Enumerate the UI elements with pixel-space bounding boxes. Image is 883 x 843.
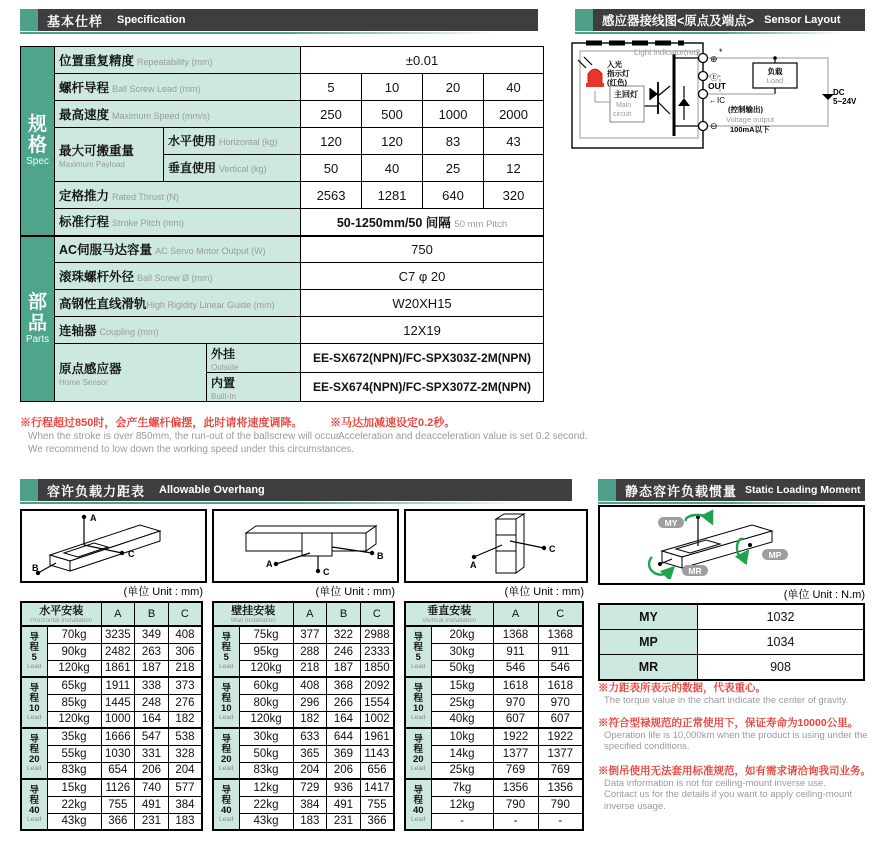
spec-row-max-speed: 最高速度 Maximum Speed (mm/s) 250 500 1000 2000 <box>21 101 544 128</box>
overhang-value-cell: 266 <box>327 694 361 711</box>
overhang-value-cell: 1861 <box>101 660 135 677</box>
overhang-value-cell: 790 <box>538 796 583 813</box>
overhang-row <box>213 796 394 813</box>
svg-text:指示灯: 指示灯 <box>607 69 630 78</box>
payload-cell: 25kg <box>431 762 493 779</box>
overhang-title-en: Allowable Overhang <box>159 484 265 496</box>
overhang-col-header: C <box>538 602 583 626</box>
svg-text:入光: 入光 <box>607 60 622 69</box>
overhang-value-cell: 187 <box>135 660 169 677</box>
payload-cell: 120kg <box>239 711 293 728</box>
overhang-row <box>21 813 202 830</box>
overhang-value-cell: 206 <box>135 762 169 779</box>
overhang-row <box>21 626 202 643</box>
plus-terminal-label: ⊕ <box>710 54 718 64</box>
overhang-value-cell: 2333 <box>360 643 394 660</box>
overhang-value-cell: 538 <box>168 728 202 745</box>
axis-label-b: B <box>377 551 384 561</box>
overhang-value-cell: 755 <box>101 796 135 813</box>
overhang-value-cell: 1850 <box>360 660 394 677</box>
overhang-value-cell: 607 <box>493 711 538 728</box>
overhang-value-cell: 384 <box>168 796 202 813</box>
payload-cell: 75kg <box>239 626 293 643</box>
overhang-col-header: A <box>293 602 327 626</box>
payload-cell: 25kg <box>431 694 493 711</box>
lead-group-label: 导 程 20 Lead <box>213 728 239 779</box>
repeatability-value: ±0.01 <box>301 47 544 74</box>
overhang-value-cell: 1922 <box>493 728 538 745</box>
moment-diagram <box>598 505 865 585</box>
overhang-value-cell: 1445 <box>101 694 135 711</box>
control-output-label: (控制输出) <box>728 105 763 114</box>
out-terminal <box>699 90 708 99</box>
payload-cell: 80kg <box>239 694 293 711</box>
spec-row-ball-screw-lead: 螺杆导程 Ball Screw Lead (mm) 5 10 20 40 <box>21 74 544 101</box>
overhang-row <box>405 626 583 643</box>
overhang-value-cell: 790 <box>493 796 538 813</box>
overhang-value-cell: 1002 <box>360 711 394 728</box>
overhang-row <box>405 694 583 711</box>
lead-group-label: 导 程 10 Lead <box>405 677 431 728</box>
overhang-value-cell: 306 <box>168 643 202 660</box>
overhang-value-cell: 206 <box>327 762 361 779</box>
overhang-value-cell: 1126 <box>101 779 135 796</box>
overhang-value-cell: 1368 <box>493 626 538 643</box>
overhang-value-cell: 1417 <box>360 779 394 796</box>
svg-text:circuit: circuit <box>613 111 632 118</box>
l-terminal-label: Ⓛ <box>710 73 718 82</box>
moment-note-2: ※符合型禄规范的正常使用下，保证寿命为10000公里。 Operation life is 10,000km when the product is using under the specified conditions. <box>598 716 868 752</box>
moment-title-zh: 静态容许负载惯量 <box>625 483 738 499</box>
overhang-value-cell: - <box>493 813 538 830</box>
overhang-row <box>213 728 394 745</box>
overhang-row <box>405 779 583 796</box>
payload-cell: 85kg <box>47 694 101 711</box>
spec-row-ball-screw-dia: 滚珠螺杆外径 Ball Screw Ø (mm) C7 φ 20 <box>21 263 544 290</box>
overhang-value-cell: 729 <box>293 779 327 796</box>
axis-label-a: A <box>90 513 97 523</box>
spec-row-home-sensor-builtin: 内置 Built-In EE-SX674(NPN)/FC-SPX307Z-2M(NPN) <box>21 373 544 402</box>
overhang-value-cell: 377 <box>293 626 327 643</box>
overhang-section-header <box>20 479 572 501</box>
payload-cell: 95kg <box>239 643 293 660</box>
overhang-value-cell: 3235 <box>101 626 135 643</box>
payload-cell: 30kg <box>431 643 493 660</box>
sensor-title-zh: 感应器接线图<原点及端点> <box>602 14 755 28</box>
spec-row-payload-horizontal: 最大可搬重量 Maximum Payload 水平使用 Horizontal (kg) 120 120 83 43 <box>21 128 544 155</box>
spec-row-home-sensor-outside: 原点感应器 Home Sensor 外挂 Outside EE-SX672(NPN)/FC-SPX303Z-2M(NPN) <box>21 344 544 373</box>
overhang-value-cell: 644 <box>327 728 361 745</box>
overhang-col-header: A <box>493 602 538 626</box>
overhang-value-cell: 491 <box>135 796 169 813</box>
sensor-section-header <box>575 9 865 31</box>
payload-cell: 90kg <box>47 643 101 660</box>
wall-overhang-table-container <box>212 601 395 831</box>
ic-label: ←IC <box>709 96 725 105</box>
overhang-value-cell: 1554 <box>360 694 394 711</box>
overhang-value-cell: 1618 <box>538 677 583 694</box>
overhang-row <box>213 694 394 711</box>
lead-group-label: 导 程 40 Lead <box>405 779 431 830</box>
payload-cell: 15kg <box>431 677 493 694</box>
spec-row-payload-vertical: 垂直使用 Vertical (kg) 50 40 25 12 <box>21 155 544 182</box>
payload-cell: 120kg <box>239 660 293 677</box>
dc-label: DC <box>833 88 845 97</box>
overhang-value-cell: 491 <box>327 796 361 813</box>
home-sensor-builtin-model: EE-SX674(NPN)/FC-SPX307Z-2M(NPN) <box>301 373 544 402</box>
lead-group-label: 导 程 20 Lead <box>405 728 431 779</box>
main-circuit-label: 主回灯 <box>614 90 638 99</box>
overhang-row <box>21 796 202 813</box>
light-indicator-label: Light indicator(red) <box>634 48 701 57</box>
unit-label-mm: (单位 Unit : mm) <box>123 586 203 598</box>
svg-text:*: * <box>719 47 723 57</box>
svg-text:MP: MP <box>768 550 782 560</box>
payload-cell: 120kg <box>47 660 101 677</box>
overhang-value-cell: 656 <box>360 762 394 779</box>
svg-text:Voltage output: Voltage output <box>726 115 774 124</box>
overhang-value-cell: 769 <box>493 762 538 779</box>
moment-row-mp: MP 1034 <box>599 630 864 655</box>
overhang-value-cell: 231 <box>135 813 169 830</box>
unit-label-mm: (单位 Unit : mm) <box>315 586 395 598</box>
vertical-overhang-table-container <box>404 601 584 831</box>
header-accent-square <box>575 9 593 31</box>
overhang-value-cell: 182 <box>293 711 327 728</box>
spec-row-linear-guide: 高钢性直线滑轨High Rigidity Linear Guide (mm) W20XH15 <box>21 290 544 317</box>
payload-cell: 12kg <box>431 796 493 813</box>
overhang-value-cell: 164 <box>135 711 169 728</box>
overhang-value-cell: 1377 <box>493 745 538 762</box>
unit-label-mm: (单位 Unit : mm) <box>504 586 584 598</box>
moment-row-mr: MR 908 <box>599 655 864 681</box>
led-indicator-icon <box>588 69 602 84</box>
overhang-row <box>405 677 583 694</box>
payload-cell: 15kg <box>47 779 101 796</box>
sensor-title-en: Sensor Layout <box>764 14 841 26</box>
axis-label-a: A <box>470 560 477 570</box>
overhang-row <box>405 745 583 762</box>
out-label: OUT <box>708 81 726 91</box>
overhang-table <box>20 601 203 831</box>
overhang-value-cell: 1143 <box>360 745 394 762</box>
unit-label-nm: (单位 Unit : N.m) <box>783 589 865 601</box>
minus-terminal-label: ⊖ <box>710 121 718 131</box>
overhang-row <box>21 745 202 762</box>
overhang-row <box>405 796 583 813</box>
payload-cell: 65kg <box>47 677 101 694</box>
overhang-value-cell: 322 <box>327 626 361 643</box>
payload-cell: 40kg <box>431 711 493 728</box>
overhang-row <box>213 643 394 660</box>
overhang-value-cell: 1666 <box>101 728 135 745</box>
svg-text:5~24V: 5~24V <box>833 97 857 106</box>
overhang-col-header: C <box>168 602 202 626</box>
axis-label-b: B <box>32 563 39 573</box>
overhang-value-cell: 373 <box>168 677 202 694</box>
moment-table <box>598 603 865 681</box>
payload-cell: 70kg <box>47 626 101 643</box>
overhang-value-cell: 182 <box>168 711 202 728</box>
overhang-row <box>21 677 202 694</box>
overhang-row <box>405 813 583 830</box>
overhang-row <box>213 677 394 694</box>
overhang-row <box>405 728 583 745</box>
header-accent-square <box>20 9 38 31</box>
overhang-value-cell: 187 <box>327 660 361 677</box>
horizontal-install-diagram <box>20 509 207 583</box>
payload-cell: 12kg <box>239 779 293 796</box>
overhang-row <box>213 745 394 762</box>
overhang-value-cell: 607 <box>538 711 583 728</box>
lead-group-label: 导 程 10 Lead <box>213 677 239 728</box>
overhang-col-header: B <box>135 602 169 626</box>
payload-cell: 60kg <box>239 677 293 694</box>
axis-label-c: C <box>128 549 135 559</box>
payload-cell: 83kg <box>239 762 293 779</box>
overhang-table <box>404 601 584 831</box>
svg-text:Main: Main <box>616 102 632 109</box>
axis-label-a: A <box>266 559 273 569</box>
overhang-value-cell: 288 <box>293 643 327 660</box>
overhang-row <box>213 660 394 677</box>
overhang-row <box>405 643 583 660</box>
payload-cell: 43kg <box>239 813 293 830</box>
overhang-value-cell: 365 <box>293 745 327 762</box>
overhang-value-cell: 2482 <box>101 643 135 660</box>
lead-group-label: 导 程 5 Lead <box>213 626 239 677</box>
payload-cell: 14kg <box>431 745 493 762</box>
l-terminal <box>699 72 708 81</box>
overhang-row <box>21 779 202 796</box>
spec-row-stroke: 标准行程 Stroke Pitch (mm) 50-1250mm/50 间隔 50 mm Pitch <box>21 209 544 236</box>
spec-section-header <box>20 9 538 31</box>
load-label: 负载 <box>767 67 783 76</box>
axis-label-c: C <box>549 544 556 554</box>
overhang-value-cell: 911 <box>493 643 538 660</box>
payload-cell: 7kg <box>431 779 493 796</box>
overhang-title-zh: 容许负载力距表 <box>47 483 146 499</box>
horizontal-overhang-table-container <box>20 601 203 831</box>
overhang-value-cell: 654 <box>101 762 135 779</box>
overhang-value-cell: 296 <box>293 694 327 711</box>
moment-row-my: MY 1032 <box>599 604 864 630</box>
overhang-value-cell: 2988 <box>360 626 394 643</box>
spec-group-label: 规格 Spec <box>21 47 55 236</box>
overhang-value-cell: 577 <box>168 779 202 796</box>
payload-cell: 120kg <box>47 711 101 728</box>
overhang-table-title: 垂直安装 Vertical Installation <box>405 602 493 626</box>
moment-notes <box>598 680 870 812</box>
wall-install-diagram <box>212 509 399 583</box>
overhang-value-cell: 368 <box>327 677 361 694</box>
overhang-value-cell: 349 <box>135 626 169 643</box>
overhang-value-cell: 246 <box>327 643 361 660</box>
moment-title-en: Static Loading Moment <box>745 484 861 496</box>
overhang-value-cell: 1356 <box>493 779 538 796</box>
overhang-value-cell: 1356 <box>538 779 583 796</box>
overhang-row <box>21 711 202 728</box>
moment-note-3: ※倒吊使用无法套用标准规范，如有需求请洽询我司业务。 Data information is not for ceiling-mount inverse use. Contact us for the details if you want to apply ceiling-mount inverse usage. <box>598 764 871 812</box>
overhang-value-cell: 1377 <box>538 745 583 762</box>
overhang-value-cell: 369 <box>327 745 361 762</box>
overhang-row <box>21 728 202 745</box>
overhang-value-cell: 1030 <box>101 745 135 762</box>
overhang-value-cell: 769 <box>538 762 583 779</box>
spec-row-repeatability: 规格 Spec 位置重复精度 Repeatability (mm) ±0.01 <box>21 47 544 74</box>
specification-table <box>20 46 544 402</box>
overhang-value-cell: 183 <box>293 813 327 830</box>
overhang-value-cell: 740 <box>135 779 169 796</box>
overhang-value-cell: 331 <box>135 745 169 762</box>
overhang-value-cell: 633 <box>293 728 327 745</box>
overhang-value-cell: 384 <box>293 796 327 813</box>
overhang-value-cell: 546 <box>538 660 583 677</box>
spec-title-zh: 基本仕样 <box>47 13 104 29</box>
overhang-value-cell: 546 <box>493 660 538 677</box>
axis-label-c: C <box>323 567 330 577</box>
lead-group-label: 导 程 40 Lead <box>213 779 239 830</box>
spec-note-1: ※行程超过850时，会产生螺杆偏摆，此时请将速度调降。 When the stroke is over 850mm, the run-out of the ballscrew will occur. We recommend to low down the working speed under this circumstances. <box>20 417 355 455</box>
moment-note-1: ※力距表所表示的数据，代表重心。 The torque value in the chart indicate the center of gravity. <box>598 682 849 706</box>
spec-title-en: Specification <box>117 14 186 26</box>
minus-terminal <box>699 122 708 131</box>
overhang-value-cell: 218 <box>293 660 327 677</box>
overhang-value-cell: - <box>538 813 583 830</box>
payload-cell: 43kg <box>47 813 101 830</box>
overhang-value-cell: 408 <box>293 677 327 694</box>
overhang-value-cell: 366 <box>360 813 394 830</box>
overhang-value-cell: 408 <box>168 626 202 643</box>
overhang-value-cell: 2092 <box>360 677 394 694</box>
overhang-row <box>405 660 583 677</box>
spec-note-2: ※马达加减速设定0.2秒。 Acceleration and deacceleration value is set 0.2 second. <box>330 417 588 442</box>
overhang-value-cell: 755 <box>360 796 394 813</box>
parts-group-label: 部品 Parts <box>21 236 55 402</box>
overhang-value-cell: 970 <box>493 694 538 711</box>
overhang-value-cell: 164 <box>327 711 361 728</box>
spec-row-motor: 部品 Parts AC伺服马达容量 AC Servo Motor Output (W) 750 <box>21 236 544 263</box>
overhang-row <box>21 762 202 779</box>
overhang-table <box>212 601 395 831</box>
lead-group-label: 导 程 20 Lead <box>21 728 47 779</box>
payload-cell: - <box>431 813 493 830</box>
lead-group-label: 导 程 40 Lead <box>21 779 47 830</box>
payload-cell: 20kg <box>431 626 493 643</box>
moment-section-header <box>598 479 865 501</box>
overhang-row <box>213 711 394 728</box>
overhang-row <box>213 813 394 830</box>
payload-cell: 35kg <box>47 728 101 745</box>
overhang-row <box>213 762 394 779</box>
overhang-value-cell: 1000 <box>101 711 135 728</box>
overhang-row <box>21 694 202 711</box>
svg-text:Load: Load <box>766 76 784 85</box>
overhang-value-cell: 970 <box>538 694 583 711</box>
svg-text:100mA以下: 100mA以下 <box>730 125 770 134</box>
overhang-row <box>213 779 394 796</box>
payload-cell: 83kg <box>47 762 101 779</box>
overhang-col-header: A <box>101 602 135 626</box>
overhang-value-cell: 338 <box>135 677 169 694</box>
payload-cell: 22kg <box>239 796 293 813</box>
svg-text:MY: MY <box>664 518 678 528</box>
payload-cell: 55kg <box>47 745 101 762</box>
overhang-value-cell: 276 <box>168 694 202 711</box>
vertical-install-diagram <box>404 509 588 583</box>
overhang-value-cell: 1961 <box>360 728 394 745</box>
overhang-value-cell: 231 <box>327 813 361 830</box>
payload-cell: 30kg <box>239 728 293 745</box>
overhang-value-cell: 1911 <box>101 677 135 694</box>
overhang-table-title: 水平安装 Horizontal Installation <box>21 602 101 626</box>
overhang-value-cell: 263 <box>135 643 169 660</box>
overhang-row <box>405 711 583 728</box>
overhang-row <box>405 762 583 779</box>
overhang-col-header: C <box>360 602 394 626</box>
overhang-value-cell: 1922 <box>538 728 583 745</box>
overhang-col-header: B <box>327 602 361 626</box>
overhang-value-cell: 911 <box>538 643 583 660</box>
overhang-table-title: 壁挂安装 Wall Installation <box>213 602 293 626</box>
overhang-value-cell: 328 <box>168 745 202 762</box>
overhang-value-cell: 936 <box>327 779 361 796</box>
overhang-value-cell: 183 <box>168 813 202 830</box>
payload-cell: 50kg <box>239 745 293 762</box>
overhang-row <box>21 660 202 677</box>
overhang-row <box>213 626 394 643</box>
overhang-value-cell: 1368 <box>538 626 583 643</box>
payload-cell: 50kg <box>431 660 493 677</box>
overhang-value-cell: 204 <box>168 762 202 779</box>
lead-group-label: 导 程 5 Lead <box>21 626 47 677</box>
header-accent-square <box>598 479 616 501</box>
lead-group-label: 导 程 10 Lead <box>21 677 47 728</box>
payload-cell: 22kg <box>47 796 101 813</box>
spec-row-rated-thrust: 定格推力 Rated Thrust (N) 2563 1281 640 320 <box>21 182 544 209</box>
header-accent-square <box>20 479 38 501</box>
sensor-wiring-diagram <box>570 36 868 158</box>
overhang-value-cell: 204 <box>293 762 327 779</box>
overhang-value-cell: 218 <box>168 660 202 677</box>
payload-cell: 10kg <box>431 728 493 745</box>
lead-group-label: 导 程 5 Lead <box>405 626 431 677</box>
home-sensor-outside-model: EE-SX672(NPN)/FC-SPX303Z-2M(NPN) <box>301 344 544 373</box>
svg-text:(红色): (红色) <box>607 78 627 87</box>
overhang-row <box>21 643 202 660</box>
overhang-value-cell: 248 <box>135 694 169 711</box>
spec-row-coupling: 连轴器 Coupling (mm) 12X19 <box>21 317 544 344</box>
overhang-value-cell: 547 <box>135 728 169 745</box>
overhang-value-cell: 366 <box>101 813 135 830</box>
overhang-value-cell: 1618 <box>493 677 538 694</box>
svg-text:MR: MR <box>688 566 702 576</box>
